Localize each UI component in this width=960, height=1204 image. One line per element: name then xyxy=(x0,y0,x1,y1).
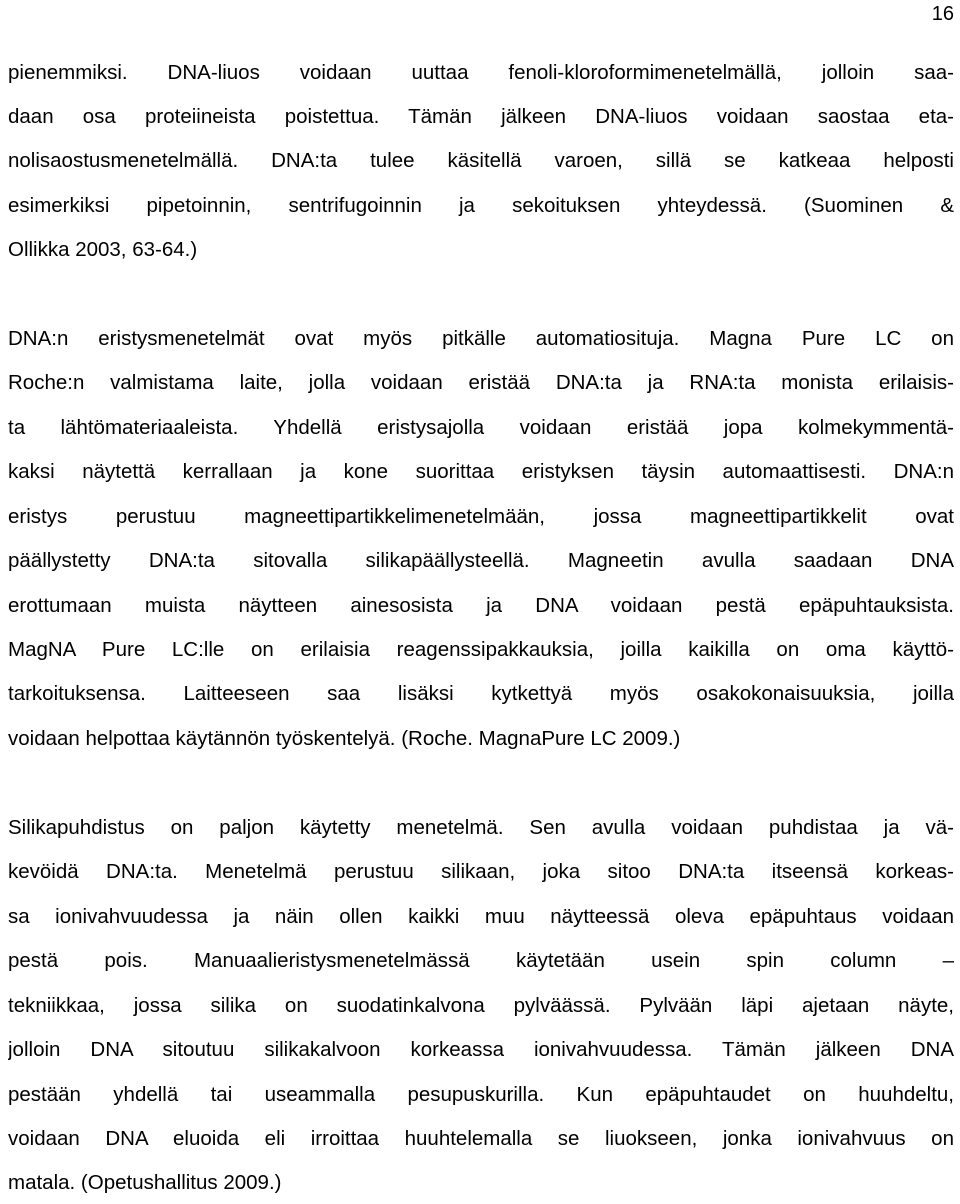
paragraph-3-line-1: Silikapuhdistus on paljon käytetty menetelmä. Sen avulla voidaan puhdistaa ja vä- xyxy=(8,816,954,839)
paragraph-2-line-6: päällystetty DNA:ta sitovalla silikapäällysteellä. Magneetin avulla saadaan DNA xyxy=(8,549,954,572)
paragraph-1-line-2: daan osa proteiineista poistettua. Tämän jälkeen DNA-liuos voidaan saostaa eta- xyxy=(8,105,954,128)
paragraph-2-line-10: voidaan helpottaa käytännön työskentelyä. (Roche. MagnaPure LC 2009.) xyxy=(8,727,681,750)
paragraph-1-line-4: esimerkiksi pipetoinnin, sentrifugoinnin ja sekoituksen yhteydessä. (Suominen & xyxy=(8,194,954,217)
paragraph-2-line-7: erottumaan muista näytteen ainesosista ja DNA voidaan pestä epäpuhtauksista. xyxy=(8,594,954,617)
paragraph-3-line-6: jolloin DNA sitoutuu silikakalvoon korkeassa ionivahvuudessa. Tämän jälkeen DNA xyxy=(8,1038,954,1061)
page-number: 16 xyxy=(931,3,954,25)
paragraph-3-line-4: pestä pois. Manuaalieristysmenetelmässä käytetään usein spin column – xyxy=(8,949,954,972)
paragraph-3-line-5: tekniikkaa, jossa silika on suodatinkalvona pylväässä. Pylvään läpi ajetaan näyte, xyxy=(8,994,954,1017)
paragraph-2-line-1: DNA:n eristysmenetelmät ovat myös pitkälle automatiosituja. Magna Pure LC on xyxy=(8,327,954,350)
paragraph-2-line-9: tarkoituksensa. Laitteeseen saa lisäksi kytkettyä myös osakokonaisuuksia, joilla xyxy=(8,682,954,705)
paragraph-2-line-4: kaksi näytettä kerrallaan ja kone suorittaa eristyksen täysin automaattisesti. DNA:n xyxy=(8,460,954,483)
paragraph-3-line-2: kevöidä DNA:ta. Menetelmä perustuu silikaan, joka sitoo DNA:ta itseensä korkeas- xyxy=(8,860,954,883)
paragraph-3-line-7: pestään yhdellä tai useammalla pesupuskurilla. Kun epäpuhtaudet on huuhdeltu, xyxy=(8,1083,954,1106)
paragraph-1-line-3: nolisaostusmenetelmällä. DNA:ta tulee käsitellä varoen, sillä se katkeaa helposti xyxy=(8,149,954,172)
paragraph-2-line-5: eristys perustuu magneettipartikkelimenetelmään, jossa magneettipartikkelit ovat xyxy=(8,505,954,528)
paragraph-3-line-3: sa ionivahvuudessa ja näin ollen kaikki muu näytteessä oleva epäpuhtaus voidaan xyxy=(8,905,954,928)
paragraph-1-line-5: Ollikka 2003, 63-64.) xyxy=(8,238,198,261)
paragraph-2-line-8: MagNA Pure LC:lle on erilaisia reagenssipakkauksia, joilla kaikilla on oma käyttö- xyxy=(8,638,954,661)
paragraph-3-line-9: matala. (Opetushallitus 2009.) xyxy=(8,1171,282,1194)
paragraph-2-line-3: ta lähtömateriaaleista. Yhdellä eristysajolla voidaan eristää jopa kolmekymmentä- xyxy=(8,416,954,439)
paragraph-3-line-8: voidaan DNA eluoida eli irroittaa huuhtelemalla se liuokseen, jonka ionivahvuus on xyxy=(8,1127,954,1150)
paragraph-1-line-1: pienemmiksi. DNA-liuos voidaan uuttaa fenoli-kloroformimenetelmällä, jolloin saa- xyxy=(8,61,954,84)
paragraph-2-line-2: Roche:n valmistama laite, jolla voidaan eristää DNA:ta ja RNA:ta monista erilaisis- xyxy=(8,371,954,394)
